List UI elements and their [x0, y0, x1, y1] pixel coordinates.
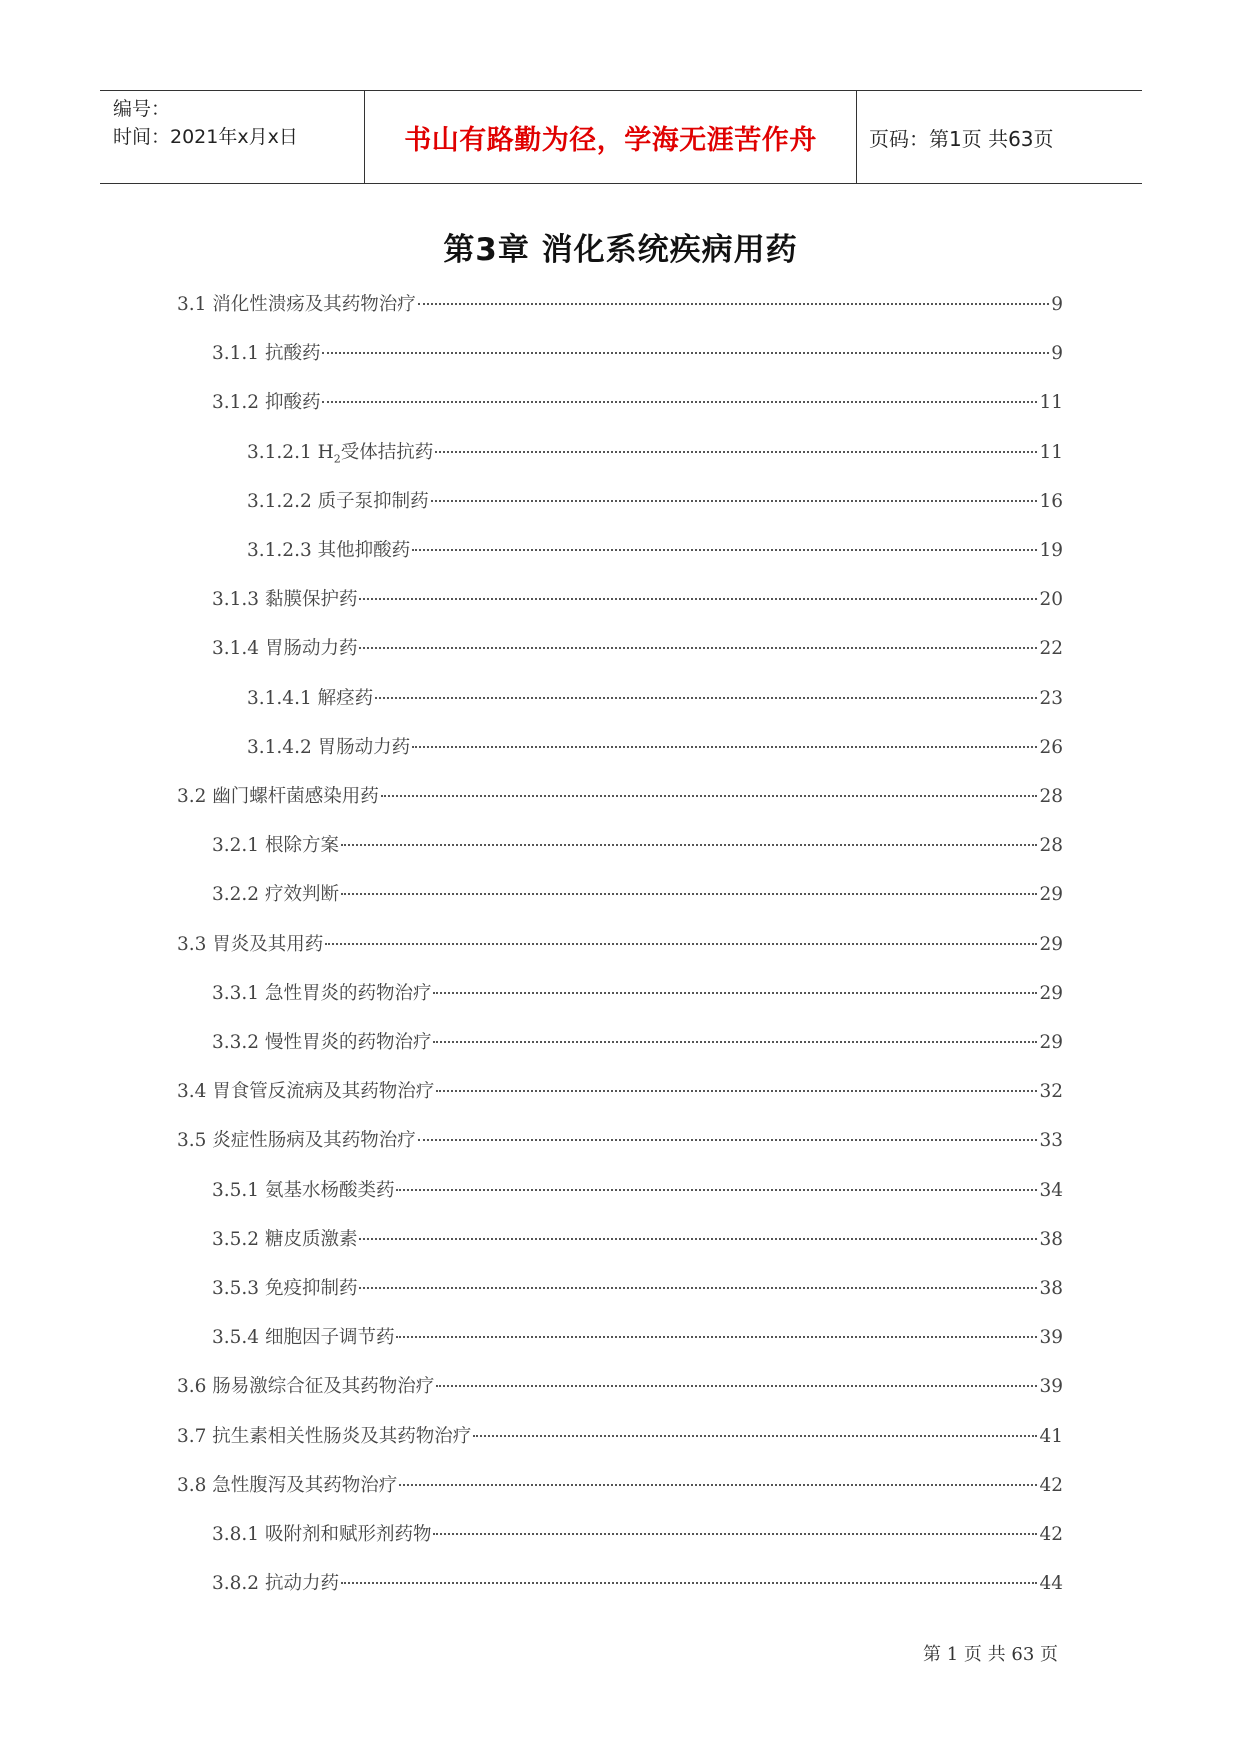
toc-entry[interactable]: [177, 290, 1063, 318]
toc-entry-label: 3.5.1 氨基水杨酸类药: [212, 1179, 395, 1201]
toc-leader-dots: [433, 1533, 1037, 1535]
toc-leader-dots: [433, 1041, 1037, 1043]
toc-leader-dots: [433, 992, 1037, 994]
toc-entry-label: 3.2.1 根除方案: [212, 835, 339, 857]
toc-entry[interactable]: [177, 1372, 1063, 1400]
toc-entry-label: 3.8.1 吸附剂和赋形剂药物: [212, 1524, 432, 1545]
toc-entry-label: 3.3 胃炎及其用药: [177, 933, 324, 955]
toc-entry[interactable]: [212, 634, 1063, 662]
toc-leader-dots: [359, 598, 1037, 600]
toc-entry-page: 41: [1039, 1425, 1063, 1447]
header-meta-cell: [100, 91, 365, 183]
toc-leader-dots: [418, 1139, 1038, 1141]
toc-entry-label: 3.5 炎症性肠病及其药物治疗: [177, 1130, 416, 1152]
toc-entry-page: 28: [1039, 835, 1063, 857]
toc-entry-page: 38: [1039, 1228, 1063, 1250]
toc-entry-page: 34: [1039, 1179, 1063, 1201]
chapter-title: 第3章 消化系统疾病用药: [443, 232, 798, 268]
toc-entry-page: 22: [1039, 638, 1063, 660]
toc-entry-label: 3.4 胃食管反流病及其药物治疗: [177, 1081, 435, 1103]
toc-entry-label: 3.3.2 慢性胃炎的药物治疗: [212, 1032, 432, 1053]
toc-leader-dots: [431, 500, 1038, 502]
toc-entry[interactable]: [212, 1323, 1063, 1351]
toc-entry[interactable]: [247, 684, 1063, 712]
toc-entry[interactable]: [212, 1028, 1063, 1056]
toc-leader-dots: [396, 1336, 1037, 1338]
header-page-info: 页码：第1页 共63页: [869, 126, 1054, 151]
toc-entry[interactable]: [212, 880, 1063, 908]
header-page-cell: [857, 91, 1142, 183]
toc-entry-page: 29: [1039, 933, 1063, 955]
toc-entry-page: 9: [1051, 343, 1063, 365]
toc-entry[interactable]: [212, 1176, 1063, 1204]
toc-entry-label: 3.8.2 抗动力药: [212, 1573, 339, 1595]
toc-entry-page: 44: [1039, 1573, 1063, 1595]
toc-entry-label: 3.5.4 细胞因子调节药: [212, 1327, 395, 1349]
toc-entry-label: 3.1.1 抗酸药: [212, 343, 321, 365]
toc-entry-page: 16: [1039, 490, 1063, 512]
toc-entry[interactable]: [212, 388, 1063, 416]
toc-entry[interactable]: [212, 1520, 1063, 1548]
toc-leader-dots: [412, 746, 1037, 748]
toc-entry[interactable]: [212, 1225, 1063, 1253]
header-motto-cell: [365, 91, 857, 183]
toc-leader-dots: [381, 795, 1038, 797]
toc-entry-label: 3.6 肠易激综合征及其药物治疗: [177, 1376, 435, 1398]
toc-leader-dots: [399, 1484, 1037, 1486]
toc-entry-page: 11: [1039, 392, 1063, 414]
toc-entry-page: 11: [1039, 441, 1063, 463]
toc-leader-dots: [341, 1582, 1038, 1584]
number-label: 编号：: [113, 98, 171, 120]
toc-entry-label: 3.1 消化性溃疡及其药物治疗: [177, 294, 416, 315]
toc-entry-label: 3.1.4.2 胃肠动力药: [247, 736, 411, 758]
toc-leader-dots: [359, 647, 1037, 649]
toc-entry-label: 3.1.4.1 解痉药: [247, 687, 374, 709]
toc-entry-page: 39: [1039, 1327, 1063, 1349]
toc-leader-dots: [322, 401, 1037, 403]
toc-entry-page: 33: [1039, 1130, 1063, 1152]
toc-entry-page: 9: [1051, 294, 1063, 315]
toc-entry[interactable]: [212, 1569, 1063, 1597]
toc-leader-dots: [435, 451, 1037, 453]
toc-entry-label: 3.5.3 免疫抑制药: [212, 1278, 358, 1299]
toc-entry-page: 39: [1039, 1376, 1063, 1398]
toc-entry-page: 19: [1039, 540, 1063, 561]
toc-leader-dots: [341, 893, 1038, 895]
toc-leader-dots: [359, 1287, 1037, 1289]
toc-entry-page: 42: [1039, 1524, 1063, 1545]
toc-entry-page: 32: [1039, 1081, 1063, 1103]
toc-entry-page: 26: [1039, 736, 1063, 758]
toc-entry-label: 3.1.3 黏膜保护药: [212, 589, 358, 611]
toc-leader-dots: [436, 1090, 1037, 1092]
toc-entry-label: 3.5.2 糖皮质激素: [212, 1228, 358, 1250]
toc-entry[interactable]: [177, 1422, 1063, 1450]
toc-entry[interactable]: [247, 536, 1063, 564]
toc-entry-label: 3.1.2.3 其他抑酸药: [247, 540, 411, 561]
time-label: 时间：2021年x月x日: [113, 126, 298, 148]
toc-entry[interactable]: [247, 438, 1063, 466]
toc-leader-dots: [325, 943, 1037, 945]
toc-entry-page: 23: [1039, 687, 1063, 709]
toc-entry[interactable]: [212, 831, 1063, 859]
toc-entry[interactable]: [177, 930, 1063, 958]
toc-entry-page: 42: [1039, 1474, 1063, 1496]
toc-entry-label: 3.1.2.1 $H_2$受体拮抗药: [247, 441, 434, 466]
toc-leader-dots: [341, 844, 1038, 846]
toc-leader-dots: [473, 1435, 1037, 1437]
toc-entry[interactable]: [177, 1471, 1063, 1499]
toc-entry-label: 3.7 抗生素相关性肠炎及其药物治疗: [177, 1425, 472, 1447]
toc-entry[interactable]: [212, 979, 1063, 1007]
toc-entry[interactable]: [177, 782, 1063, 810]
toc-entry-page: 20: [1039, 589, 1063, 611]
toc-entry-label: 3.2.2 疗效判断: [212, 884, 339, 906]
toc-entry-label: 3.2 幽门螺杆菌感染用药: [177, 786, 379, 807]
toc-entry-page: 29: [1039, 1032, 1063, 1053]
toc-entry-page: 28: [1039, 786, 1063, 807]
toc-entry[interactable]: [212, 1274, 1063, 1302]
document-header: [100, 90, 1142, 184]
page-footer: 第 1 页 共 63 页: [923, 1644, 1058, 1665]
motto: 书山有路勤为径，学海无涯苦作舟: [404, 124, 817, 156]
toc-entry-page: 29: [1039, 884, 1063, 906]
toc-leader-dots: [322, 352, 1049, 354]
toc-entry[interactable]: [177, 1126, 1063, 1154]
toc-leader-dots: [436, 1385, 1037, 1387]
toc-entry[interactable]: [247, 487, 1063, 515]
toc-leader-dots: [396, 1189, 1037, 1191]
toc-entry-label: 3.1.4 胃肠动力药: [212, 638, 358, 660]
toc-leader-dots: [412, 549, 1037, 551]
toc-entry-label: 3.8 急性腹泻及其药物治疗: [177, 1474, 398, 1496]
toc-entry[interactable]: [212, 339, 1063, 367]
toc-entry-page: 38: [1039, 1278, 1063, 1299]
toc-leader-dots: [418, 303, 1049, 305]
toc-entry[interactable]: [247, 733, 1063, 761]
toc-entry-page: 29: [1039, 982, 1063, 1004]
toc-entry-label: 3.3.1 急性胃炎的药物治疗: [212, 982, 432, 1004]
toc-entry-label: 3.1.2 抑酸药: [212, 392, 321, 414]
toc-entry[interactable]: [177, 1077, 1063, 1105]
toc-leader-dots: [359, 1238, 1037, 1240]
toc-entry-label: 3.1.2.2 质子泵抑制药: [247, 490, 429, 512]
toc-entry[interactable]: [212, 585, 1063, 613]
toc-leader-dots: [375, 697, 1037, 699]
